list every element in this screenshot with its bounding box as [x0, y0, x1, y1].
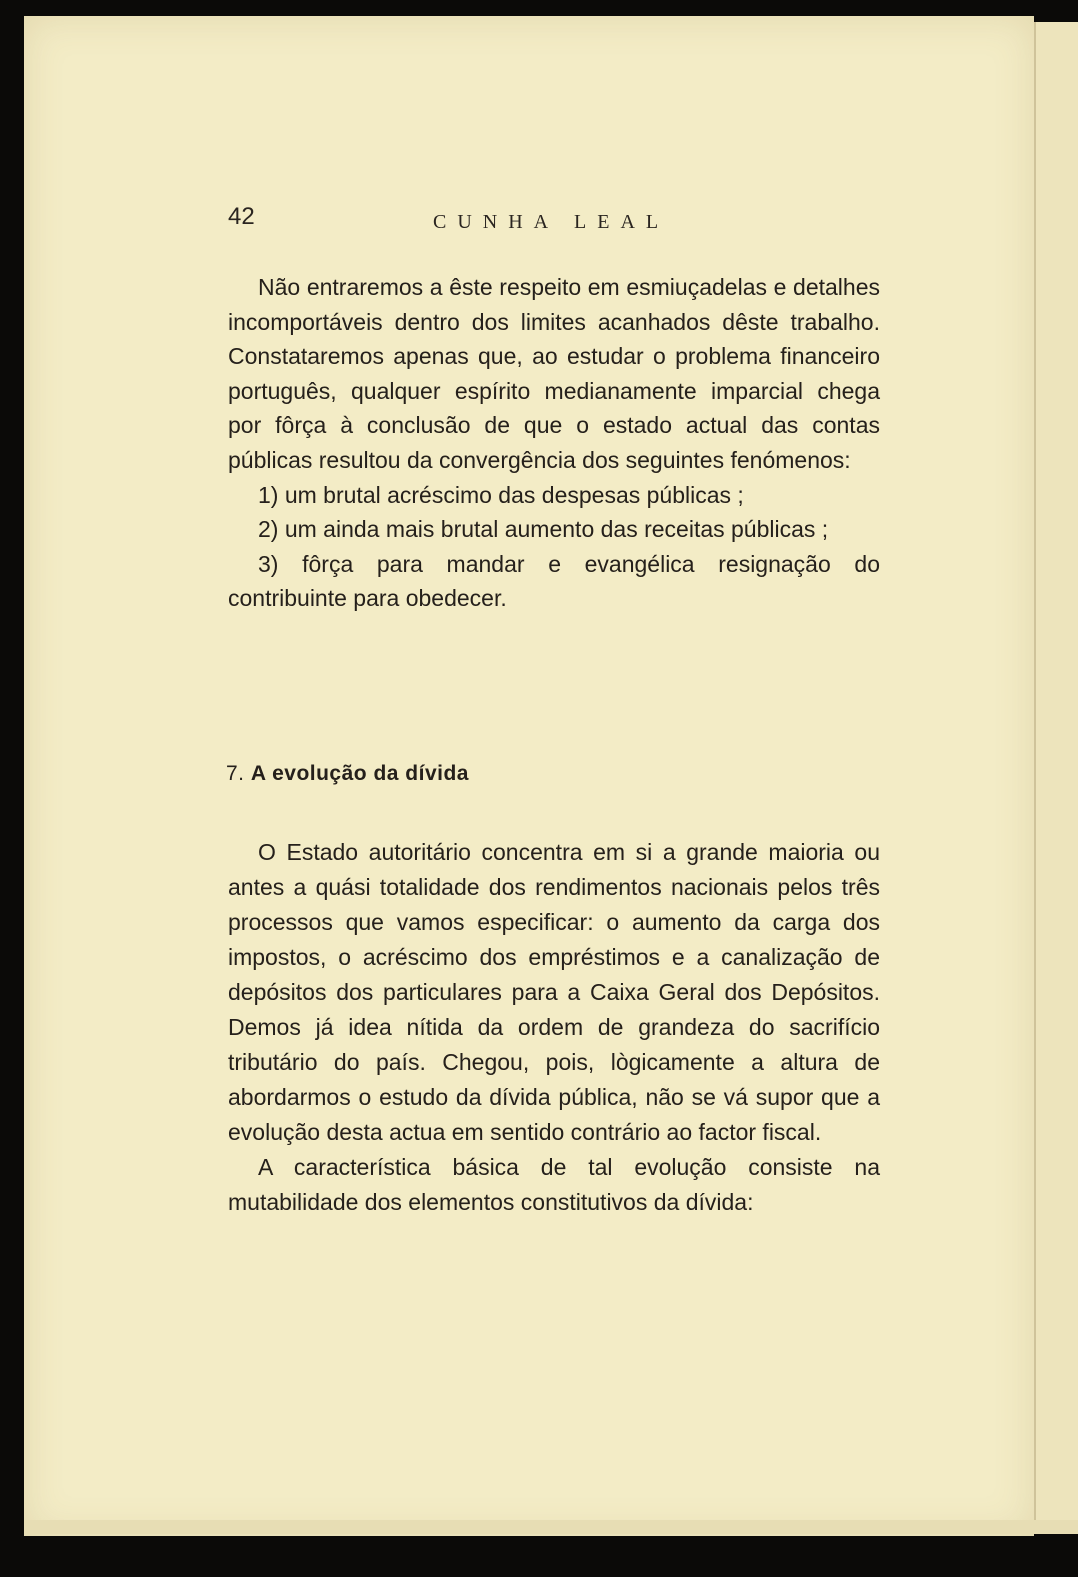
section-heading — [226, 762, 469, 786]
section-number: 7. — [226, 762, 245, 785]
page-bottom-edge — [24, 1520, 1078, 1534]
book-page — [24, 16, 1034, 1536]
section-title: A evolução da dívida — [250, 762, 469, 785]
paragraph: Não entraremos a êste respeito em esmiuçadelas e detalhes incomportáveis dentro dos limites acanhados dêste trabalho. Constataremos apenas que, ao estudar o problema financeiro português, qualquer espírito medianamente imparcial chega por fôrça à conclusão de que o estado actual das contas públicas resultou da convergência dos seguintes fenómenos: — [228, 274, 880, 473]
list-item: 2) um ainda mais brutal aumento das receitas públicas ; — [258, 516, 829, 543]
body-text-block-2 — [228, 835, 880, 1220]
paragraph: O Estado autoritário concentra em si a grande maioria ou antes a quási totalidade dos rendimentos nacionais pelos três processos que vamos especificar: o aumento da carga dos impostos, o acréscimo dos empréstimos e a canalização de depósitos dos particulares para a Caixa Geral dos Depósitos. Demos já idea nítida da ordem de grandeza do sacrifício tributário do país. Chegou, pois, lògicamente a altura de abordarmos o estudo da dívida pública, não se vá supor que a evolução desta actua em sentido contrário ao factor fiscal. — [228, 839, 880, 1145]
paragraph: A característica básica de tal evolução consiste na mutabilidade dos elementos constitutivos da dívida: — [228, 1154, 880, 1215]
next-page-edge — [1034, 22, 1078, 1534]
page-number: 42 — [228, 203, 255, 230]
running-head — [228, 203, 888, 243]
list-item: 1) um brutal acréscimo das despesas públicas ; — [258, 481, 744, 508]
list-item: 3) fôrça para mandar e evangélica resignação do contribuinte para obedecer. — [228, 550, 880, 612]
running-title: CUNHA LEAL — [433, 211, 670, 233]
body-text-block-1 — [228, 270, 880, 616]
